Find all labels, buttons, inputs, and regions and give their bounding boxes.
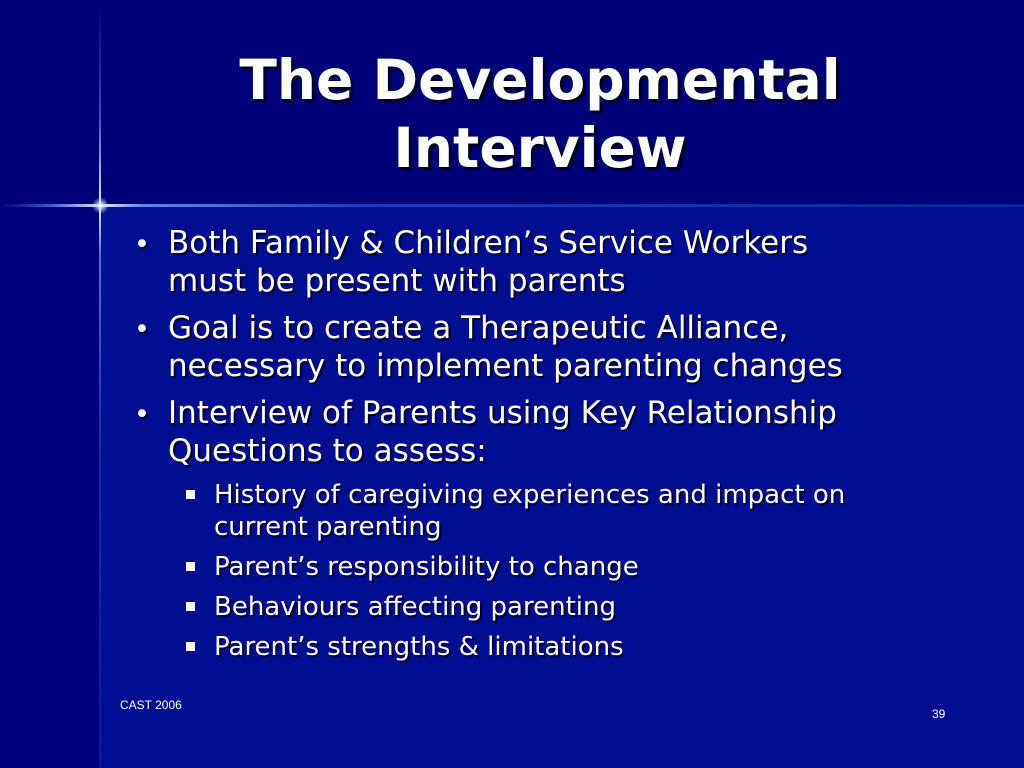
sub-bullet-item [172, 591, 988, 623]
vertical-glow-line [99, 0, 101, 768]
sub-bullet-text-line: Parent’s strengths & limitations [214, 632, 624, 662]
sub-bullet-item [172, 631, 988, 663]
footer-text: CAST 2006 [120, 698, 182, 712]
sub-bullet-text-line: History of caregiving experiences and impact on [214, 480, 846, 510]
square-bullet-icon [186, 490, 195, 499]
sub-bullet-text-line: Behaviours affecting parenting [214, 592, 616, 622]
bullet-text-line: Interview of Parents using Key Relationship [168, 395, 837, 431]
sub-bullet-text-line: Parent’s responsibility to change [214, 552, 639, 582]
slide-title-line: The Developmental [239, 48, 841, 112]
slide-title [120, 46, 960, 182]
square-bullet-icon [186, 562, 195, 571]
bullet-text-line: Questions to assess: [168, 433, 487, 469]
bullet-dot-icon: • [134, 314, 150, 345]
bullet-item [128, 394, 988, 470]
bullet-list [128, 224, 988, 671]
square-bullet-icon [186, 642, 195, 651]
square-bullet-icon [186, 602, 195, 611]
sub-bullet-item [172, 479, 988, 543]
bullet-text-line: necessary to implement parenting changes [168, 348, 843, 384]
bullet-text-line: must be present with parents [168, 263, 626, 299]
sparkle-icon [92, 197, 109, 214]
bullet-text-line: Both Family & Children’s Service Workers [168, 225, 809, 261]
bullet-dot-icon: • [134, 229, 150, 260]
bullet-dot-icon: • [134, 399, 150, 430]
sub-bullet-item [172, 551, 988, 583]
sub-bullet-text-line: current parenting [214, 512, 442, 542]
bullet-item [128, 309, 988, 385]
slide-title-line: Interview [393, 116, 687, 180]
bullet-item [128, 224, 988, 300]
horizontal-glow-line [0, 204, 1024, 207]
page-number: 39 [932, 707, 946, 721]
bullet-text-line: Goal is to create a Therapeutic Alliance, [168, 310, 789, 346]
